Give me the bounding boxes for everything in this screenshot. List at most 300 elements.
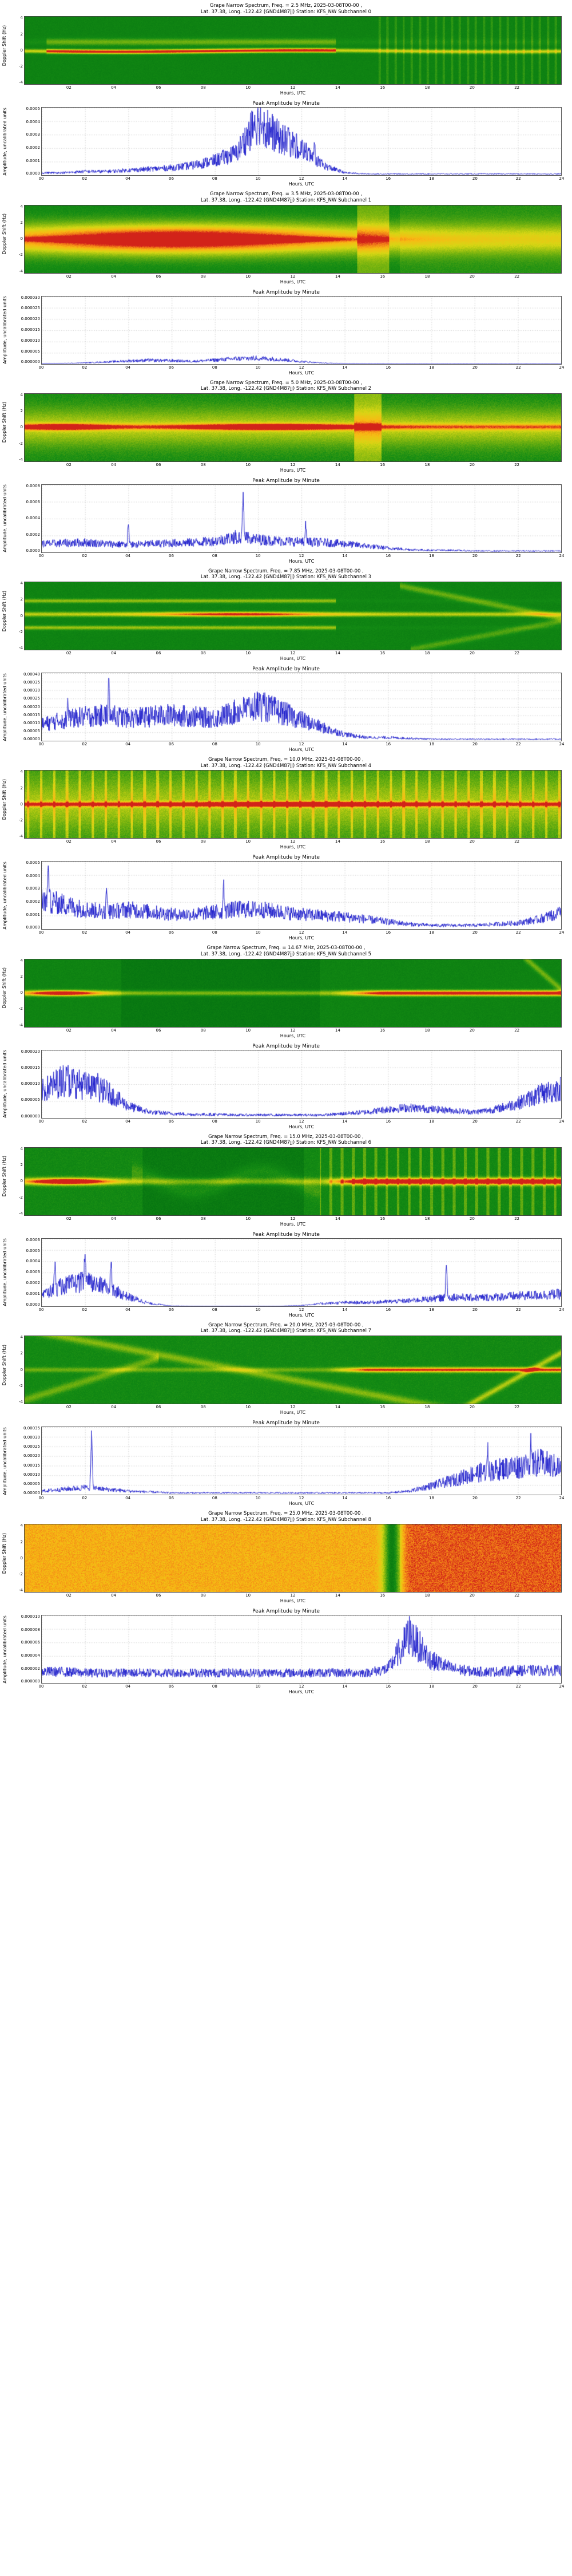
- y-tick: 0.000002: [21, 1666, 40, 1671]
- y-tick: 0.0001: [26, 912, 40, 917]
- spectrogram-image-5: [24, 959, 562, 1028]
- y-tick: 0.000015: [21, 1065, 40, 1070]
- spectrogram-title-line2: Lat. 37.38, Long. -122.42 (GND4M87jj) Station: KFS_NW Subchannel 1: [200, 197, 372, 203]
- x-tick: 10: [255, 176, 261, 181]
- x-tick: 02: [82, 553, 88, 558]
- spectrogram-x-axis-label: Hours, UTC: [280, 279, 306, 285]
- x-tick: 20: [469, 839, 475, 844]
- spectrogram-y-ticks: [9, 393, 23, 462]
- x-tick: 20: [469, 462, 475, 467]
- y-tick: 2: [20, 31, 23, 37]
- x-tick: 10: [255, 742, 261, 746]
- x-tick: 02: [82, 930, 88, 935]
- y-tick: 0.000015: [21, 327, 40, 332]
- amplitude-panel-subchannel-8-amplitude: [0, 1605, 572, 1696]
- x-tick: 06: [156, 462, 161, 467]
- amplitude-x-axis: [38, 930, 565, 941]
- x-tick: 20: [469, 1405, 475, 1409]
- x-tick: 06: [169, 930, 174, 935]
- y-tick: 2: [20, 974, 23, 979]
- x-tick: 18: [429, 365, 434, 370]
- x-tick: 08: [200, 1216, 206, 1221]
- x-tick: 12: [290, 462, 296, 467]
- y-tick: 0.0006: [26, 500, 40, 504]
- spectrogram-x-axis-label: Hours, UTC: [280, 467, 306, 473]
- x-tick: 20: [469, 85, 475, 90]
- x-tick: 02: [82, 742, 88, 746]
- x-tick: 24: [559, 1119, 565, 1124]
- x-tick: 20: [469, 274, 475, 279]
- x-tick: 16: [386, 930, 391, 935]
- y-tick: 0.0005: [26, 860, 40, 866]
- x-tick: 08: [212, 930, 217, 935]
- y-tick: 0.0003: [26, 1270, 40, 1275]
- amplitude-x-axis: [38, 176, 565, 187]
- amplitude-y-ticks: [8, 107, 40, 176]
- x-tick: 06: [169, 553, 174, 558]
- y-tick: 2: [20, 785, 23, 791]
- x-tick: 00: [38, 176, 44, 181]
- amplitude-x-axis: [38, 1119, 565, 1130]
- x-tick: 16: [386, 176, 391, 181]
- x-tick: 08: [212, 365, 217, 370]
- amplitude-chart-title: Peak Amplitude by Minute: [252, 1043, 320, 1049]
- spectrogram-y-axis-label: Doppler Shift (Hz): [2, 213, 7, 255]
- x-tick: 22: [515, 176, 521, 181]
- y-tick: 0: [20, 990, 23, 995]
- spectrogram-y-ticks: [9, 16, 23, 85]
- x-tick: 14: [335, 1028, 340, 1033]
- x-tick: 10: [245, 462, 251, 467]
- x-tick: 10: [245, 839, 251, 844]
- spectrogram-title-line1: Grape Narrow Spectrum, Freq. = 25.0 MHz, 2025-03-08T00-00 ,: [208, 1511, 364, 1516]
- spectrogram-image-8: [24, 1524, 562, 1593]
- amplitude-x-axis-label: Hours, UTC: [288, 747, 315, 752]
- amplitude-y-ticks: [8, 861, 40, 930]
- x-tick: 04: [111, 1405, 117, 1409]
- spectrogram-title-3: [0, 568, 572, 582]
- x-tick: 06: [169, 176, 174, 181]
- y-tick: 4: [20, 1335, 23, 1340]
- x-tick: 08: [212, 553, 217, 558]
- y-tick: 0.0001: [26, 1291, 40, 1296]
- amplitude-plot-area: [41, 673, 562, 741]
- amplitude-y-axis-label: Amplitude, uncalibrated units: [2, 107, 7, 176]
- spectrogram-title-line1: Grape Narrow Spectrum, Freq. = 10.0 MHz, 2025-03-08T00-00 ,: [208, 757, 364, 762]
- y-tick: 0: [20, 236, 23, 241]
- x-tick: 02: [82, 365, 88, 370]
- x-tick: 00: [38, 742, 44, 746]
- amplitude-x-axis-label: Hours, UTC: [288, 558, 315, 564]
- y-tick: 0.0006: [26, 1237, 40, 1242]
- x-tick: 04: [125, 930, 131, 935]
- amplitude-y-ticks: [8, 1615, 40, 1684]
- x-tick: 16: [386, 1684, 391, 1689]
- spectrogram-title-line2: Lat. 37.38, Long. -122.42 (GND4M87jj) Station: KFS_NW Subchannel 7: [200, 1328, 372, 1334]
- x-tick: 22: [515, 1684, 521, 1689]
- y-tick: 0.000000: [21, 359, 40, 365]
- spectrogram-y-axis-label: Doppler Shift (Hz): [2, 1344, 7, 1385]
- x-tick: 18: [424, 1028, 430, 1033]
- y-tick: 0.0000: [26, 925, 40, 930]
- y-tick: -2: [19, 1006, 23, 1012]
- x-tick: 14: [335, 85, 340, 90]
- x-tick: 10: [245, 651, 251, 655]
- x-tick: 24: [559, 1307, 565, 1312]
- amplitude-plot-area: [41, 484, 562, 553]
- x-tick: 12: [299, 930, 304, 935]
- x-tick: 20: [469, 1028, 475, 1033]
- x-tick: 16: [380, 651, 386, 655]
- x-tick: 02: [82, 1684, 88, 1689]
- y-tick: 0.0002: [26, 1281, 40, 1286]
- amplitude-x-axis-label: Hours, UTC: [288, 1124, 315, 1129]
- y-tick: 0.00040: [23, 672, 40, 677]
- x-tick: 20: [472, 1307, 478, 1312]
- x-tick: 04: [111, 85, 117, 90]
- spectrogram-image-4: [24, 770, 562, 839]
- y-tick: 0.000000: [21, 1679, 40, 1684]
- x-tick: 12: [299, 1496, 304, 1500]
- x-tick: 14: [342, 553, 348, 558]
- x-tick: 04: [125, 176, 131, 181]
- x-tick: 24: [559, 742, 565, 746]
- amplitude-y-ticks: [8, 1238, 40, 1307]
- y-tick: 0.0004: [26, 516, 40, 521]
- amplitude-plot-area: [41, 861, 562, 930]
- x-tick: 14: [342, 1496, 348, 1500]
- spectrogram-x-axis-label: Hours, UTC: [280, 844, 306, 850]
- x-tick: 20: [469, 1216, 475, 1221]
- x-tick: 06: [156, 85, 161, 90]
- x-tick: 08: [200, 1405, 206, 1409]
- x-tick: 24: [559, 176, 565, 181]
- x-tick: 16: [380, 1216, 386, 1221]
- x-tick: 10: [245, 1593, 251, 1598]
- y-tick: -4: [19, 268, 23, 274]
- y-tick: 0.0004: [26, 119, 40, 124]
- x-tick: 00: [38, 1496, 44, 1500]
- spectrogram-x-axis: [24, 462, 562, 473]
- y-tick: 0.00025: [23, 1444, 40, 1449]
- x-tick: 10: [245, 1216, 251, 1221]
- spectrogram-title-line2: Lat. 37.38, Long. -122.42 (GND4M87jj) Station: KFS_NW Subchannel 0: [200, 9, 372, 15]
- x-tick: 18: [429, 930, 434, 935]
- spectrogram-image-1: [24, 205, 562, 274]
- x-tick: 24: [559, 930, 565, 935]
- amplitude-x-axis: [38, 365, 565, 376]
- y-tick: -4: [19, 1211, 23, 1216]
- x-tick: 22: [514, 651, 520, 655]
- x-tick: 12: [299, 742, 304, 746]
- spectrogram-y-ticks: [9, 582, 23, 650]
- spectrogram-panel-5: [0, 943, 572, 1038]
- amplitude-y-axis-label: Amplitude, uncalibrated units: [2, 1238, 7, 1307]
- spectrogram-y-ticks: [9, 205, 23, 274]
- x-tick: 22: [515, 930, 521, 935]
- x-tick: 16: [380, 1028, 386, 1033]
- x-tick: 22: [514, 462, 520, 467]
- x-tick: 02: [66, 1028, 72, 1033]
- x-tick: 06: [156, 1216, 161, 1221]
- y-tick: 0: [20, 613, 23, 618]
- spectrogram-x-axis: [24, 1216, 562, 1227]
- x-tick: 14: [335, 651, 340, 655]
- y-tick: 0.000006: [21, 1640, 40, 1645]
- x-tick: 12: [299, 1119, 304, 1124]
- y-tick: 0.00000: [23, 737, 40, 741]
- amplitude-panel-subchannel-1-amplitude: [0, 286, 572, 377]
- x-tick: 14: [335, 1216, 340, 1221]
- x-tick: 10: [255, 365, 261, 370]
- spectrogram-y-axis-label: Doppler Shift (Hz): [2, 590, 7, 631]
- amplitude-x-axis-label: Hours, UTC: [288, 1312, 315, 1318]
- y-tick: -2: [19, 64, 23, 69]
- y-tick: -4: [19, 646, 23, 650]
- x-tick: 18: [429, 176, 434, 181]
- spectrogram-y-axis-label: Doppler Shift (Hz): [2, 1156, 7, 1197]
- x-tick: 22: [515, 365, 521, 370]
- x-tick: 04: [125, 1496, 131, 1500]
- y-tick: 0.00035: [23, 680, 40, 685]
- spectrogram-x-axis-label: Hours, UTC: [280, 1410, 306, 1415]
- x-tick: 22: [515, 553, 521, 558]
- x-tick: 14: [335, 1593, 340, 1598]
- spectrogram-image-2: [24, 393, 562, 462]
- x-tick: 12: [299, 176, 304, 181]
- x-tick: 12: [290, 1216, 296, 1221]
- x-tick: 08: [212, 1496, 217, 1500]
- amplitude-panel-subchannel-5-amplitude: [0, 1040, 572, 1131]
- y-tick: 0: [20, 1367, 23, 1372]
- amplitude-panel-subchannel-4-amplitude: [0, 851, 572, 942]
- amplitude-y-axis-label: Amplitude, uncalibrated units: [2, 861, 7, 930]
- x-tick: 14: [342, 1684, 348, 1689]
- x-tick: 16: [380, 1405, 386, 1409]
- x-tick: 24: [559, 553, 565, 558]
- y-tick: 0.00020: [23, 704, 40, 709]
- x-tick: 04: [125, 365, 131, 370]
- y-tick: 0.00010: [23, 1472, 40, 1477]
- x-tick: 04: [125, 742, 131, 746]
- x-tick: 12: [290, 1028, 296, 1033]
- x-tick: 02: [82, 1496, 88, 1500]
- x-tick: 18: [429, 553, 434, 558]
- amplitude-y-axis-label: Amplitude, uncalibrated units: [2, 484, 7, 553]
- spectrogram-title-2: [0, 380, 572, 393]
- spectrogram-x-axis: [24, 85, 562, 96]
- amplitude-plot-area: [41, 1427, 562, 1495]
- y-tick: 4: [20, 1146, 23, 1151]
- spectrogram-panel-6: [0, 1132, 572, 1227]
- y-tick: 0: [20, 801, 23, 807]
- y-tick: 0: [20, 48, 23, 53]
- x-tick: 22: [514, 1028, 520, 1033]
- x-tick: 00: [38, 1307, 44, 1312]
- y-tick: 2: [20, 597, 23, 602]
- spectrogram-image-3: [24, 582, 562, 650]
- amplitude-y-axis-label: Amplitude, uncalibrated units: [2, 1615, 7, 1684]
- x-tick: 14: [342, 1119, 348, 1124]
- y-tick: 0.0002: [26, 899, 40, 904]
- spectrogram-title-4: [0, 756, 572, 770]
- x-tick: 14: [342, 365, 348, 370]
- amplitude-x-axis: [38, 553, 565, 564]
- y-tick: -2: [19, 818, 23, 823]
- spectrogram-title-line2: Lat. 37.38, Long. -122.42 (GND4M87jj) Station: KFS_NW Subchannel 2: [200, 386, 372, 392]
- amplitude-plot-area: [41, 1238, 562, 1307]
- y-tick: -2: [19, 1572, 23, 1577]
- x-tick: 18: [429, 1684, 434, 1689]
- x-tick: 10: [255, 1307, 261, 1312]
- amplitude-x-axis-label: Hours, UTC: [288, 935, 315, 941]
- x-tick: 02: [82, 1307, 88, 1312]
- y-tick: -4: [19, 834, 23, 839]
- spectrogram-panel-3: [0, 567, 572, 662]
- y-tick: -4: [19, 1588, 23, 1593]
- x-tick: 18: [429, 742, 434, 746]
- spectrogram-title-line1: Grape Narrow Spectrum, Freq. = 7.85 MHz, 2025-03-08T00-00 ,: [208, 568, 364, 574]
- amplitude-x-axis-label: Hours, UTC: [288, 1501, 315, 1506]
- x-tick: 00: [38, 365, 44, 370]
- y-tick: 4: [20, 581, 23, 586]
- spectrogram-image-7: [24, 1336, 562, 1404]
- x-tick: 16: [386, 742, 391, 746]
- x-tick: 20: [472, 365, 478, 370]
- x-tick: 02: [66, 462, 72, 467]
- x-tick: 14: [335, 462, 340, 467]
- x-tick: 00: [38, 553, 44, 558]
- x-tick: 18: [429, 1119, 434, 1124]
- spectrogram-x-axis: [24, 650, 562, 662]
- amplitude-y-ticks: [8, 296, 40, 365]
- x-tick: 02: [66, 651, 72, 655]
- x-tick: 04: [125, 1119, 131, 1124]
- y-tick: 0.000004: [21, 1653, 40, 1658]
- spectrogram-image-6: [24, 1147, 562, 1216]
- x-tick: 20: [469, 1593, 475, 1598]
- amplitude-y-axis-label: Amplitude, uncalibrated units: [2, 296, 7, 364]
- y-tick: 0.0003: [26, 886, 40, 891]
- spectrogram-title-line1: Grape Narrow Spectrum, Freq. = 3.5 MHz, 2025-03-08T00-00 ,: [209, 191, 363, 197]
- x-tick: 10: [245, 274, 251, 279]
- x-tick: 14: [342, 742, 348, 746]
- y-tick: -4: [19, 457, 23, 462]
- x-tick: 12: [299, 1684, 304, 1689]
- x-tick: 06: [156, 274, 161, 279]
- amplitude-chart-title: Peak Amplitude by Minute: [252, 1420, 320, 1426]
- x-tick: 04: [111, 462, 117, 467]
- x-tick: 18: [424, 651, 430, 655]
- x-tick: 16: [380, 85, 386, 90]
- x-tick: 04: [125, 1307, 131, 1312]
- x-tick: 06: [169, 1307, 174, 1312]
- x-tick: 06: [156, 839, 161, 844]
- y-tick: 0.00030: [23, 688, 40, 693]
- x-tick: 22: [515, 1119, 521, 1124]
- x-tick: 08: [212, 1684, 217, 1689]
- spectrogram-title-line1: Grape Narrow Spectrum, Freq. = 20.0 MHz, 2025-03-08T00-00 ,: [208, 1322, 364, 1328]
- x-tick: 10: [255, 1119, 261, 1124]
- x-tick: 04: [125, 553, 131, 558]
- amplitude-chart-title: Peak Amplitude by Minute: [252, 1609, 320, 1615]
- spectrogram-y-axis-label: Doppler Shift (Hz): [2, 967, 7, 1009]
- y-tick: 0.000025: [21, 306, 40, 311]
- x-tick: 08: [200, 651, 206, 655]
- x-tick: 02: [66, 1593, 72, 1598]
- x-tick: 06: [169, 742, 174, 746]
- x-tick: 20: [472, 1496, 478, 1500]
- x-tick: 12: [299, 553, 304, 558]
- x-tick: 16: [386, 1119, 391, 1124]
- x-tick: 06: [156, 651, 161, 655]
- y-tick: 0.0000: [26, 548, 40, 553]
- y-tick: 0.0000: [26, 1302, 40, 1307]
- amplitude-panel-subchannel-7-amplitude: [0, 1417, 572, 1508]
- x-tick: 22: [515, 1307, 521, 1312]
- amplitude-y-ticks: [8, 1050, 40, 1119]
- x-tick: 00: [38, 1684, 44, 1689]
- y-tick: 2: [20, 1539, 23, 1544]
- spectrogram-y-axis-label: Doppler Shift (Hz): [2, 402, 7, 443]
- y-tick: 4: [20, 392, 23, 397]
- y-tick: -2: [19, 252, 23, 258]
- x-tick: 12: [290, 839, 296, 844]
- x-tick: 18: [424, 462, 430, 467]
- y-tick: 0.000008: [21, 1627, 40, 1632]
- x-tick: 02: [66, 1216, 72, 1221]
- spectrogram-panel-2: [0, 378, 572, 473]
- amplitude-chart-title: Peak Amplitude by Minute: [252, 666, 320, 672]
- x-tick: 10: [255, 1684, 261, 1689]
- y-tick: 0.00015: [23, 712, 40, 717]
- x-tick: 14: [335, 274, 340, 279]
- x-tick: 18: [424, 1593, 430, 1598]
- x-tick: 14: [335, 839, 340, 844]
- y-tick: 4: [20, 769, 23, 775]
- x-tick: 22: [514, 1216, 520, 1221]
- y-tick: 0: [20, 1555, 23, 1560]
- spectrogram-x-axis: [24, 274, 562, 285]
- x-tick: 08: [212, 742, 217, 746]
- spectrogram-y-ticks: [9, 959, 23, 1028]
- x-tick: 16: [386, 1307, 391, 1312]
- x-tick: 08: [200, 839, 206, 844]
- y-tick: 0.000000: [21, 1113, 40, 1119]
- y-tick: 2: [20, 1163, 23, 1167]
- x-tick: 08: [200, 274, 206, 279]
- y-tick: 4: [20, 1523, 23, 1528]
- x-tick: 10: [245, 1028, 251, 1033]
- spectrogram-title-line1: Grape Narrow Spectrum, Freq. = 14.67 MHz, 2025-03-08T00-00 ,: [206, 945, 366, 951]
- x-tick: 10: [255, 1496, 261, 1500]
- x-tick: 14: [342, 176, 348, 181]
- spectrogram-x-axis: [24, 1028, 562, 1039]
- x-tick: 16: [380, 839, 386, 844]
- y-tick: -4: [19, 1022, 23, 1028]
- spectrogram-x-axis-label: Hours, UTC: [280, 656, 306, 661]
- spectrogram-x-axis-label: Hours, UTC: [280, 1033, 306, 1038]
- x-tick: 06: [169, 365, 174, 370]
- spectrogram-title-line2: Lat. 37.38, Long. -122.42 (GND4M87jj) Station: KFS_NW Subchannel 5: [200, 951, 372, 957]
- spectrogram-x-axis-label: Hours, UTC: [280, 90, 306, 96]
- spectrogram-title-1: [0, 191, 572, 204]
- spectrogram-panel-0: [0, 1, 572, 96]
- x-tick: 10: [255, 930, 261, 935]
- spectrogram-title-6: [0, 1133, 572, 1147]
- amplitude-y-axis-label: Amplitude, uncalibrated units: [2, 1050, 7, 1118]
- x-tick: 12: [299, 365, 304, 370]
